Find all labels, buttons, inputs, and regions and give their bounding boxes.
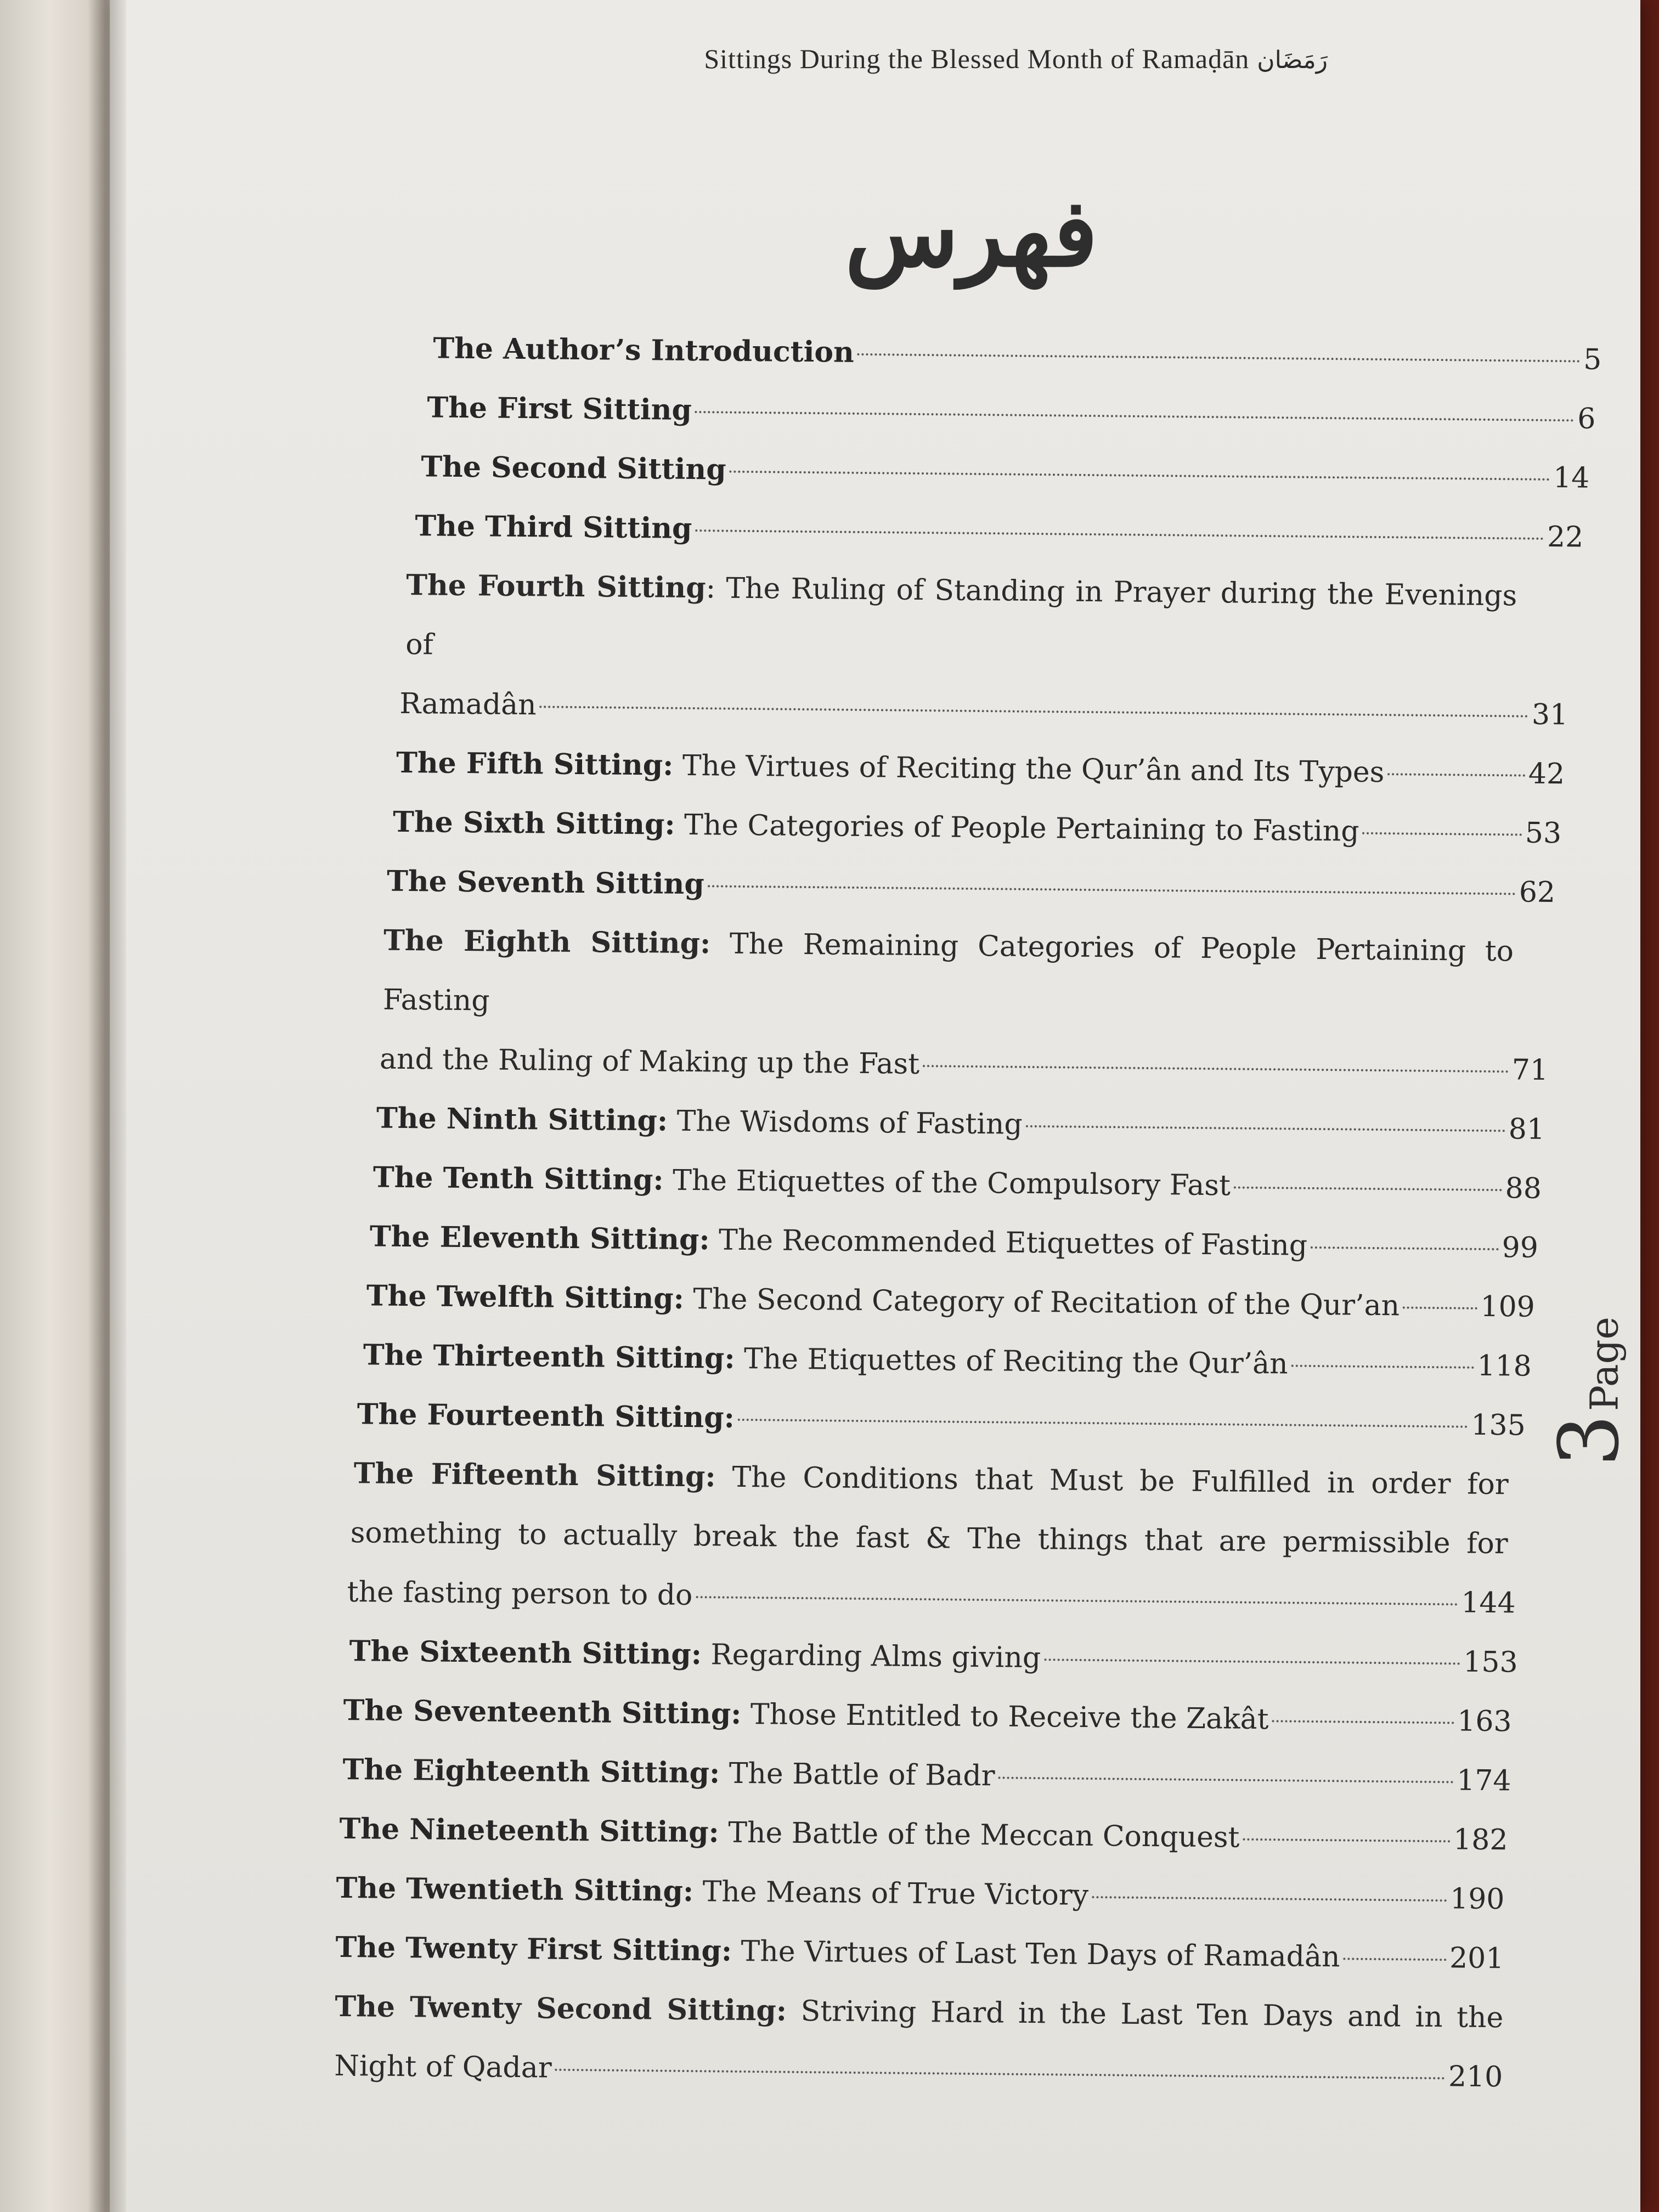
toc-entry-fifth-sitting: [347, 733, 1565, 803]
toc-entry-sixth-sitting: [346, 792, 1562, 862]
toc-entry-sixteenth-sitting: [338, 1622, 1518, 1692]
entry-title: The Eighteenth Sitting:: [342, 1752, 720, 1790]
entry-page: 62: [1519, 876, 1556, 910]
toc-entry-second-sitting: [349, 437, 1590, 507]
entry-title: The Fifteenth Sitting:: [353, 1457, 716, 1494]
entry-subtitle-continued: the fasting person to do: [347, 1576, 693, 1612]
dot-leader: [1272, 1720, 1454, 1724]
entry-page: 42: [1528, 757, 1565, 791]
dot-leader: [857, 353, 1580, 363]
dot-leader: [540, 706, 1528, 717]
entry-page: 144: [1461, 1586, 1516, 1620]
toc-entry-seventh-sitting: [346, 851, 1556, 922]
entry-title: The Third Sitting: [415, 509, 692, 545]
entry-subtitle: The Remaining Categories of People Pertaining to Fasting: [382, 927, 1514, 1018]
entry-subtitle-continued: something to actually break the fast & The things that are permissible for: [350, 1516, 1508, 1561]
entry-title: The First Sitting: [427, 391, 692, 427]
dot-leader: [1343, 1957, 1446, 1961]
toc-entry-first-sitting: [350, 377, 1596, 448]
running-head-title: Sittings During the Blessed Month of Ramaḍān: [704, 43, 1250, 74]
entry-subtitle: The Etiquettes of the Compulsory Fast: [663, 1164, 1231, 1203]
entry-page: 6: [1577, 402, 1596, 436]
toc-entry-fourteenth-sitting: [340, 1385, 1526, 1455]
toc-entry-fifteenth-sitting: [338, 1444, 1516, 1633]
entry-page: 31: [1531, 698, 1568, 732]
dot-leader: [1044, 1658, 1460, 1664]
entry-page: 99: [1502, 1231, 1539, 1265]
table-of-contents: [334, 318, 1602, 2107]
dot-leader: [1363, 832, 1522, 836]
toc-entry-twenty-second-sitting: [334, 1977, 1504, 2107]
entry-title: The Twentieth Sitting:: [336, 1871, 694, 1909]
entry-page: 153: [1463, 1645, 1518, 1679]
entry-subtitle: The Wisdoms of Fasting: [667, 1104, 1023, 1141]
entry-page: 81: [1508, 1113, 1545, 1146]
toc-entry-twenty-first-sitting: [335, 1918, 1504, 1988]
toc-entry-introduction: [351, 318, 1602, 388]
toc-entry-nineteenth-sitting: [336, 1799, 1508, 1870]
page-word: Page: [1582, 1317, 1627, 1411]
entry-title: The Thirteenth Sitting:: [363, 1338, 735, 1375]
entry-subtitle: Striving Hard in the Last Ten Days and in the: [786, 1994, 1504, 2035]
entry-title: The Eighth Sitting:: [383, 923, 711, 961]
entry-title: The Twenty First Sitting:: [335, 1930, 732, 1968]
dot-leader: [730, 471, 1550, 481]
entry-title: The Sixth Sitting:: [392, 805, 675, 842]
dot-leader: [1092, 1896, 1447, 1901]
book-page: [110, 0, 1640, 2212]
dot-leader: [998, 1776, 1454, 1783]
entry-subtitle: The Second Category of Recitation of the Qur’an: [684, 1282, 1400, 1323]
dot-leader: [1291, 1365, 1474, 1369]
entry-subtitle: The Battle of the Meccan Conquest: [719, 1816, 1240, 1854]
entry-page: 53: [1525, 816, 1562, 850]
entry-title: The Eleventh Sitting:: [369, 1220, 710, 1257]
entry-subtitle: The Means of True Victory: [693, 1875, 1089, 1912]
entry-title: The Second Sitting: [421, 450, 726, 487]
toc-entry-ninth-sitting: [343, 1088, 1545, 1159]
entry-title: The Seventh Sitting: [386, 864, 705, 901]
entry-title: The Nineteenth Sitting:: [339, 1812, 720, 1849]
spine-shadow: [88, 0, 126, 2212]
entry-page: 118: [1477, 1349, 1532, 1383]
entry-subtitle: : The Ruling of Standing in Prayer during the Evenings of: [405, 572, 1517, 662]
entry-page: 5: [1583, 343, 1602, 376]
entry-subtitle: The Etiquettes of Reciting the Qur’ân: [735, 1342, 1288, 1381]
entry-subtitle: Those Entitled to Receive the Zakât: [741, 1697, 1269, 1736]
page-number: 3: [1542, 1414, 1637, 1467]
dot-leader: [555, 2069, 1445, 2080]
entry-title: The Seventeenth Sitting:: [343, 1693, 742, 1731]
running-head-arabic: رَمَضَان: [1257, 47, 1328, 74]
entry-title: The Fifth Sitting:: [396, 746, 674, 782]
entry-subtitle-continued: Night of Qadar: [334, 2049, 552, 2085]
entry-page: 182: [1453, 1823, 1508, 1857]
running-head: [704, 43, 1328, 75]
dot-leader: [1234, 1187, 1502, 1192]
entry-page: 71: [1511, 1053, 1549, 1087]
dot-leader: [1243, 1838, 1450, 1843]
toc-entry-twentieth-sitting: [336, 1859, 1505, 1929]
entry-page: 14: [1553, 461, 1590, 495]
entry-subtitle: The Virtues of Last Ten Days of Ramadân: [731, 1934, 1340, 1974]
entry-title: The Sixteenth Sitting:: [349, 1634, 702, 1672]
entry-subtitle: The Virtues of Reciting the Qur’ân and Its Types: [673, 749, 1385, 789]
entry-page: 201: [1449, 1942, 1504, 1976]
entry-page: 210: [1448, 2060, 1503, 2094]
entry-title: The Ninth Sitting:: [376, 1101, 668, 1138]
entry-title: The Twenty Second Sitting:: [335, 1989, 787, 2028]
toc-entry-eighth-sitting: [344, 911, 1549, 1099]
dot-leader: [695, 529, 1544, 540]
entry-subtitle: The Categories of People Pertaining to Fasting: [675, 808, 1359, 848]
entry-page: 190: [1449, 1882, 1505, 1916]
entry-page: 88: [1505, 1172, 1542, 1205]
toc-entry-seventeenth-sitting: [337, 1681, 1512, 1751]
entry-title: The Tenth Sitting:: [373, 1160, 664, 1197]
toc-entry-eighteenth-sitting: [337, 1740, 1511, 1810]
dot-leader: [695, 411, 1574, 421]
dot-leader: [1311, 1246, 1499, 1250]
entry-subtitle-continued: Ramadân: [399, 687, 537, 722]
page-number-marker: [1542, 1317, 1637, 1466]
entry-title: The Author’s Introduction: [433, 331, 855, 369]
toc-entry-eleventh-sitting: [342, 1207, 1539, 1277]
entry-subtitle: The Recommended Etiquettes of Fasting: [709, 1223, 1308, 1262]
dot-leader: [1387, 773, 1525, 776]
entry-page: 135: [1471, 1408, 1526, 1442]
toc-heading-arabic: فهرس: [845, 178, 1098, 288]
entry-subtitle-continued: and the Ruling of Making up the Fast: [379, 1042, 920, 1081]
entry-title: The Twelfth Sitting:: [366, 1279, 685, 1316]
toc-entry-twelfth-sitting: [341, 1266, 1536, 1336]
entry-subtitle: Regarding Alms giving: [701, 1638, 1041, 1675]
entry-subtitle: The Conditions that Must be Fulfilled in order for: [715, 1460, 1509, 1502]
entry-page: 174: [1456, 1764, 1511, 1798]
entry-page: 22: [1547, 520, 1584, 554]
dot-leader: [696, 1596, 1458, 1605]
toc-entry-fourth-sitting: [347, 555, 1568, 744]
dot-leader: [1026, 1125, 1505, 1132]
toc-entry-thirteenth-sitting: [341, 1325, 1532, 1396]
entry-page: 163: [1457, 1705, 1512, 1739]
dot-leader: [708, 885, 1516, 895]
entry-title: The Fourth Sitting: [406, 568, 706, 605]
dot-leader: [1403, 1306, 1477, 1309]
toc-entry-tenth-sitting: [342, 1148, 1542, 1218]
entry-page: 109: [1480, 1290, 1536, 1324]
entry-subtitle: The Battle of Badr: [719, 1757, 995, 1793]
dot-leader: [923, 1065, 1509, 1073]
toc-entry-third-sitting: [349, 496, 1584, 566]
dot-leader: [738, 1419, 1468, 1428]
entry-title: The Fourteenth Sitting:: [357, 1397, 735, 1435]
